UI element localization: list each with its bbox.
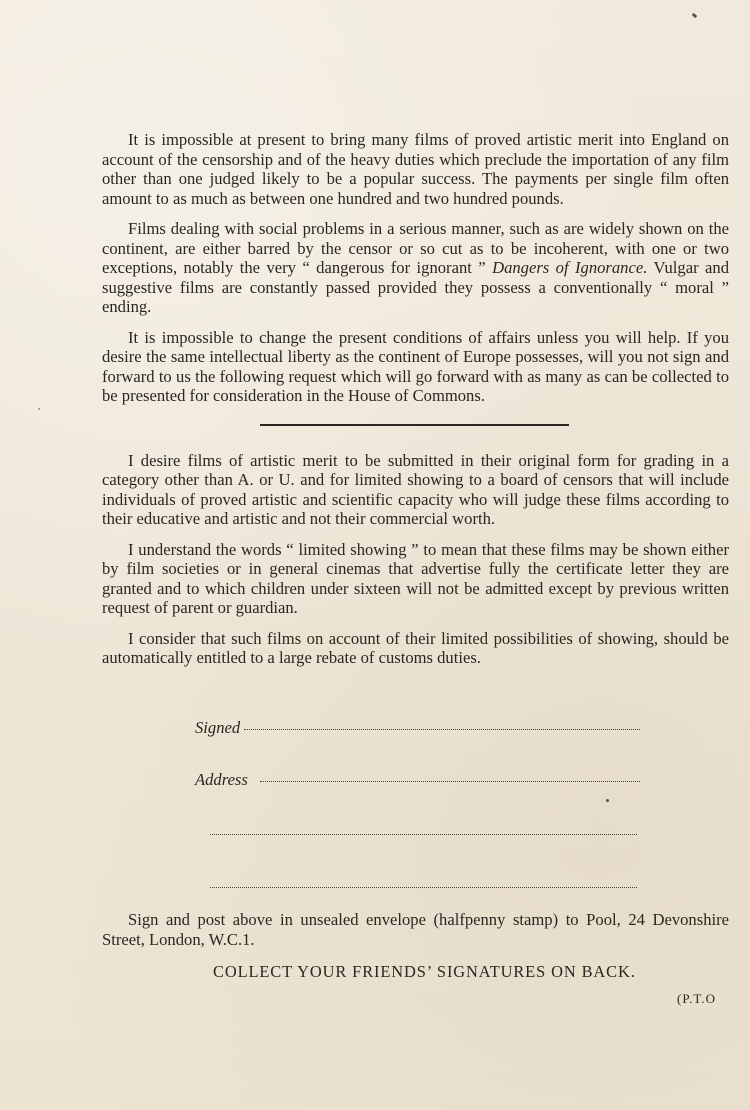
- address-line-3[interactable]: [210, 887, 637, 888]
- paragraph: It is impossible to change the present conditions of affairs unless you will help. If you desire the same intellectual liberty as the continent of Europe possesses, will you not sign and forward to us the following request which will go forward with as many as can be collected to be presented for consideration in the House of Commons.: [102, 327, 729, 405]
- ink-speck: [38, 408, 40, 410]
- request-paragraph: I understand the words “ limited showing ” to mean that these films may be shown either by film societies or in general cinemas that advertise fully the certificate letter they are granted and to which children under sixteen will not be admitted except by previous written request of parent or guardian.: [102, 539, 729, 617]
- address-line[interactable]: [260, 781, 640, 782]
- signature-form: [195, 718, 640, 738]
- request-paragraph: I consider that such films on account of their limited possibilities of showing, should be automatically entitled to a large rebate of customs duties.: [102, 628, 729, 667]
- document-body: [102, 130, 729, 679]
- signed-row: [195, 718, 640, 738]
- address-line-2[interactable]: [210, 834, 637, 835]
- request-paragraph: I desire films of artistic merit to be submitted in their original form for grading in a category other than A. or U. and for limited showing to a board of censors that will include individuals of proved artistic and scientific capacity who will judge these films according to their educative and artistic and not their commercial worth.: [102, 450, 729, 528]
- address-form: [195, 770, 640, 790]
- paragraph: It is impossible at present to bring many films of proved artistic merit into England on account of the censorship and of the heavy duties which preclude the importation of any film other than one judged likely to be a popular success. The payments per single film often amount to as much as between one hundred and two hundred pounds.: [102, 130, 729, 208]
- address-row: [195, 770, 640, 790]
- collect-signatures-notice: COLLECT YOUR FRIENDS’ SIGNATURES ON BACK.: [213, 962, 636, 981]
- please-turn-over: (P.T.O: [677, 991, 716, 1006]
- paragraph: Films dealing with social problems in a serious manner, such as are widely shown on the continent, are either barred by the censor or so cut as to be incoherent, with one or two exceptions, notably the very “ dangerous for ignorant ” Dangers of Ignorance. Vulgar and suggestive films are constantly passed provided they possess a conventionally “ moral ” ending.: [102, 219, 729, 316]
- ink-speck: [692, 13, 698, 19]
- ink-speck: [606, 799, 609, 802]
- mailing-instructions: Sign and post above in unsealed envelope (halfpenny stamp) to Pool, 24 Devonshire Street, London, W.C.1.: [102, 910, 729, 949]
- address-label: Address: [195, 770, 248, 789]
- film-title: Dangers of Ignorance.: [492, 258, 648, 277]
- signed-label: Signed: [195, 718, 241, 737]
- signed-line[interactable]: [244, 729, 640, 730]
